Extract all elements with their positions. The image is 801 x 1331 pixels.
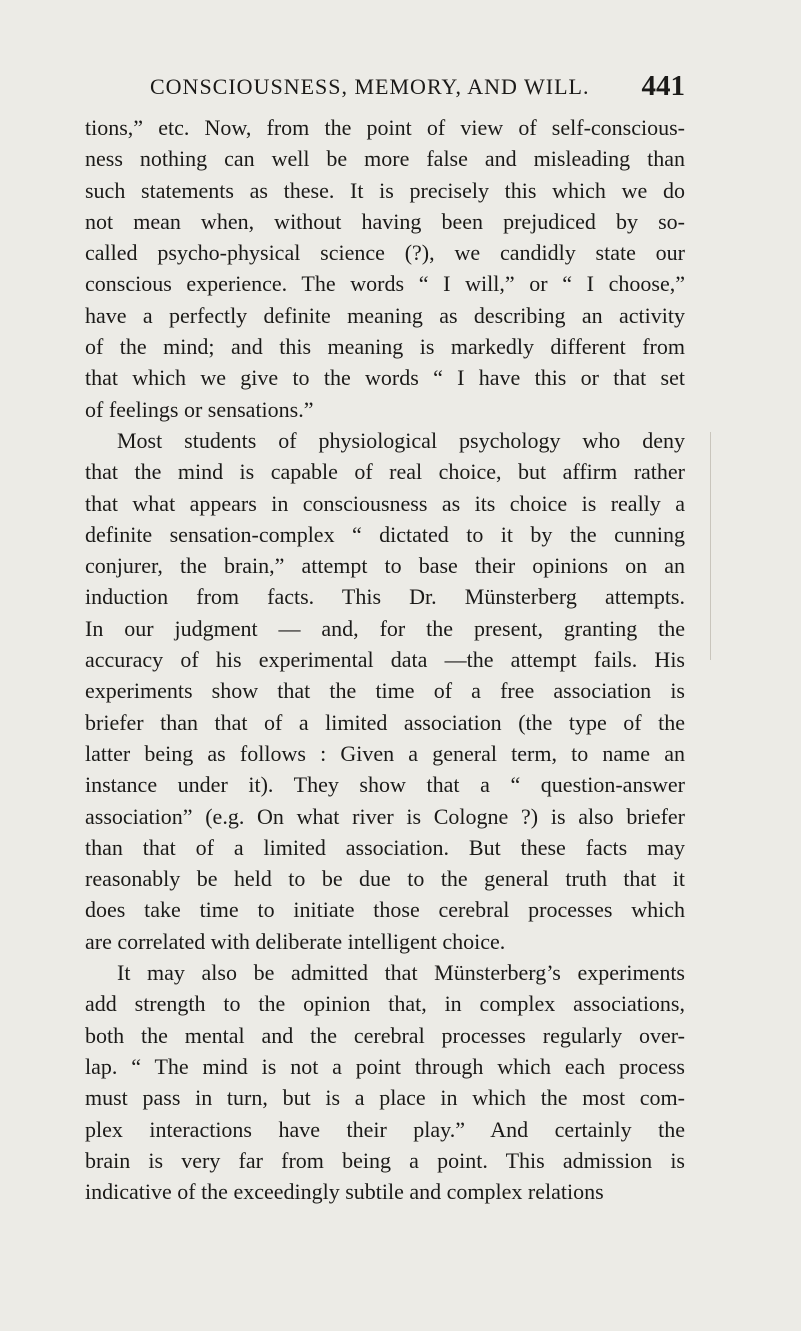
text-line: that the mind is capable of real choice, but affirm rather xyxy=(85,459,685,485)
margin-mark xyxy=(706,432,711,660)
text-line: accuracy of his experimental data —the attempt fails. His xyxy=(85,647,685,673)
text-line: than that of a limited association. But these facts may xyxy=(85,834,685,860)
text-line: have a perfectly definite meaning as describing an activity xyxy=(85,302,685,328)
text-line: briefer than that of a limited association (the type of the xyxy=(85,709,685,735)
text-line: reasonably be held to be due to the general truth that it xyxy=(85,866,685,892)
text-line: of feelings or sensations.” xyxy=(85,396,314,422)
text-line: such statements as these. It is precisely this which we do xyxy=(85,177,685,203)
text-line: conscious experience. The words “ I will,” or “ I choose,” xyxy=(85,271,685,297)
text-line: It may also be admitted that Münsterberg’s experiments xyxy=(117,960,685,986)
text-line: latter being as follows : Given a general term, to name an xyxy=(85,740,685,766)
text-line: lap. “ The mind is not a point through which each process xyxy=(85,1053,685,1079)
text-line: indicative of the exceedingly subtile and complex relations xyxy=(85,1179,604,1205)
text-line: ness nothing can well be more false and misleading than xyxy=(85,146,685,172)
text-line: add strength to the opinion that, in complex associations, xyxy=(85,991,685,1017)
text-line: induction from facts. This Dr. Münsterberg attempts. xyxy=(85,584,685,610)
text-line: must pass in turn, but is a place in which the most com- xyxy=(85,1085,685,1111)
text-line: definite sensation-complex “ dictated to it by the cunning xyxy=(85,521,685,547)
text-line: of the mind; and this meaning is markedly different from xyxy=(85,334,685,360)
running-head: CONSCIOUSNESS, MEMORY, AND WILL. xyxy=(150,74,590,99)
text-line: conjurer, the brain,” attempt to base their opinions on an xyxy=(85,553,685,579)
text-line: association” (e.g. On what river is Cologne ?) is also briefer xyxy=(85,803,685,829)
text-line: Most students of physiological psychology who deny xyxy=(117,427,685,453)
text-line: plex interactions have their play.” And certainly the xyxy=(85,1116,685,1142)
text-line: that what appears in consciousness as its choice is really a xyxy=(85,490,685,516)
page-header xyxy=(150,70,685,104)
text-line: In our judgment — and, for the present, granting the xyxy=(85,615,685,641)
text-line: brain is very far from being a point. This admission is xyxy=(85,1147,685,1173)
text-line: both the mental and the cerebral processes regularly over- xyxy=(85,1022,685,1048)
text-line: tions,” etc. Now, from the point of view of self-conscious- xyxy=(85,115,685,140)
text-line: that which we give to the words “ I have this or that set xyxy=(85,365,685,391)
text-line: instance under it). They show that a “ question-answer xyxy=(85,772,685,798)
text-line: does take time to initiate those cerebral processes which xyxy=(85,897,685,923)
text-line: not mean when, without having been prejudiced by so- xyxy=(85,208,685,234)
text-line: are correlated with deliberate intelligent choice. xyxy=(85,928,506,954)
page-number: 441 xyxy=(641,70,685,102)
body-text xyxy=(85,112,685,1207)
text-line: experiments show that the time of a free association is xyxy=(85,678,685,704)
text-line: called psycho-physical science (?), we candidly state our xyxy=(85,240,685,266)
